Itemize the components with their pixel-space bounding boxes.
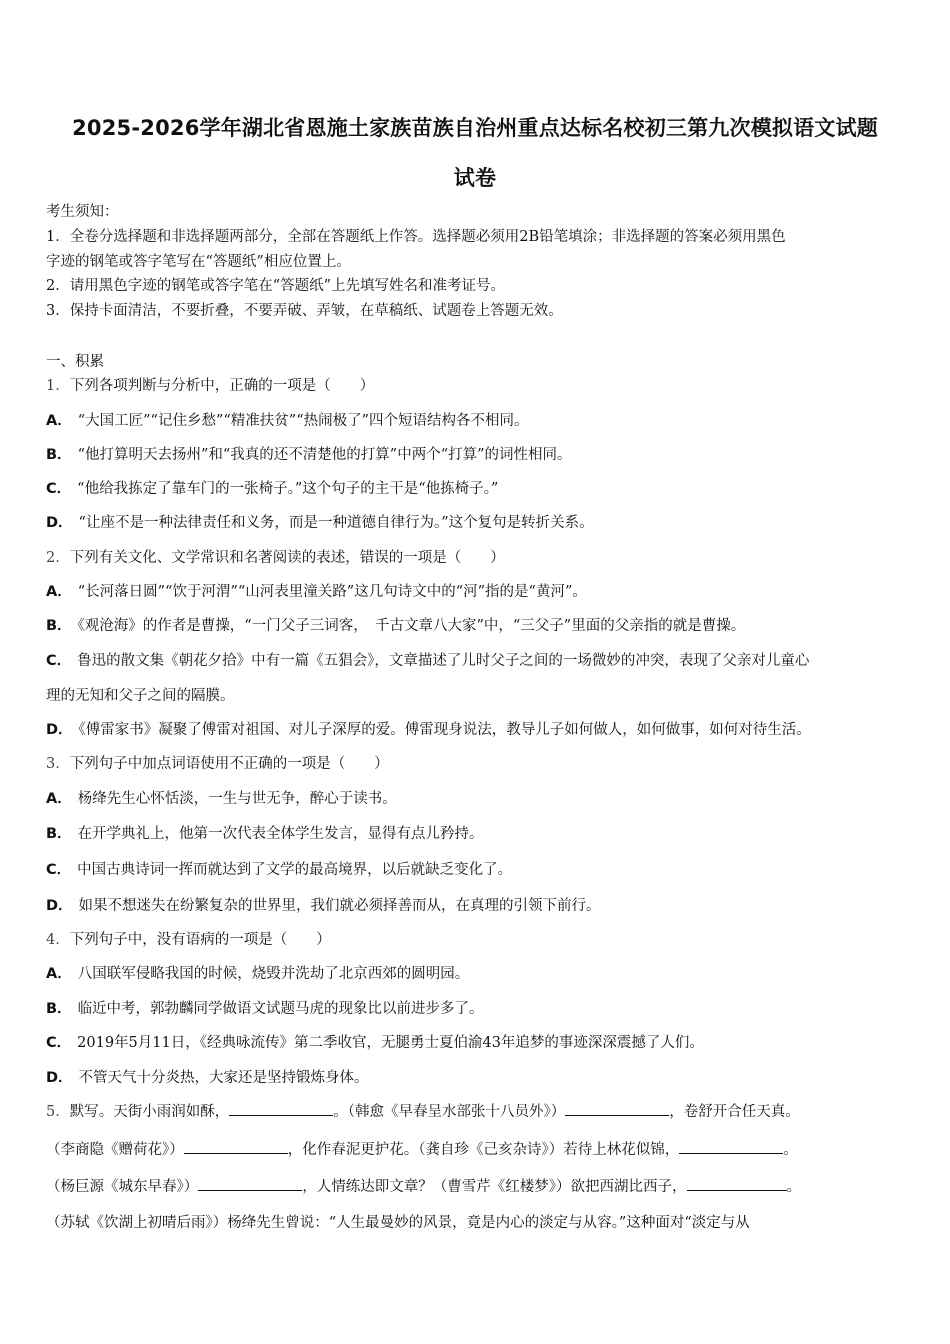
option-text: “长河落日圆”“饮于河渭”“山河表里潼关路”这几句诗文中的“河”指的是“黄河”。 — [77, 584, 587, 600]
dictation-text: （李商隐《赠荷花》） — [46, 1142, 184, 1158]
option-text: 鲁迅的散文集《朝花夕拾》中有一篇《五猖会》，文章描述了儿时父子之间的一场微妙的冲突，表现了父亲对儿童心 — [77, 653, 810, 669]
notice-item-3: 3．保持卡面清洁，不要折叠，不要弄破、弄皱，在草稿纸、试题卷上答题无效。 — [46, 303, 563, 319]
option-label: B． — [46, 1001, 72, 1017]
dictation-text: 。 — [783, 1142, 798, 1158]
option-text: 不管天气十分炎热，大家还是坚持锻炼身体。 — [78, 1070, 369, 1086]
option-text: “让座不是一种法律责任和义务，而是一种道德自律行为。”这个复句是转折关系。 — [78, 515, 594, 531]
question-number: 3． — [46, 756, 70, 772]
question-3-option-d — [46, 896, 601, 916]
option-text: 《傅雷家书》凝聚了傅雷对祖国、对儿子深厚的爱。傅雷现身说法，教导儿子如何做人，如何做事，如何对待生活。 — [78, 722, 811, 738]
option-label: B． — [46, 447, 72, 463]
option-label: C． — [46, 481, 72, 497]
option-text: 2019年5月11日，《经典咏流传》第二季收官，无腿勇士夏伯渝43年追梦的事迹深深震撼了人们。 — [77, 1035, 704, 1051]
answer-blank[interactable] — [565, 1101, 669, 1116]
dictation-text: 。 — [786, 1179, 801, 1195]
option-text: 杨绛先生心怀恬淡，一生与世无争，醉心于读书。 — [77, 791, 397, 807]
option-label: D． — [46, 722, 73, 738]
option-text: “他给我拣定了靠车门的一张椅子。”这个句子的主干是“他拣椅子。” — [77, 481, 499, 497]
answer-blank[interactable] — [679, 1139, 783, 1154]
notice-item-1-line2: 字迹的钢笔或答字笔写在“答题纸”相应位置上。 — [46, 254, 351, 270]
question-5-line4: （苏轼《饮湖上初晴后雨》）杨绛先生曾说：“人生最曼妙的风景，竟是内心的淡定与从容。”这种面对“淡定与从 — [46, 1215, 750, 1231]
option-label: D． — [46, 898, 73, 914]
question-text: 下列句子中加点词语使用不正确的一项是（ ） — [69, 756, 389, 772]
option-text: 临近中考，郭勃麟同学做语文试题马虎的现象比以前进步多了。 — [77, 1001, 484, 1017]
option-label: A． — [46, 966, 72, 982]
question-4-option-a — [46, 964, 469, 984]
section-heading: 一、积累 — [46, 354, 104, 370]
answer-blank[interactable] — [198, 1176, 302, 1191]
question-3-option-c — [46, 860, 512, 880]
question-number: 4． — [46, 932, 70, 948]
option-text: 如果不想迷失在纷繁复杂的世界里，我们就必须择善而从，在真理的引领下前行。 — [78, 898, 601, 914]
option-label: A． — [46, 791, 72, 807]
question-text: 下列各项判断与分析中，正确的一项是（ ） — [69, 378, 375, 394]
question-4-option-b — [46, 999, 484, 1019]
question-1-option-d — [46, 513, 594, 533]
question-4-option-c — [46, 1033, 704, 1053]
question-3-option-a — [46, 789, 397, 809]
question-number: 5． — [46, 1104, 70, 1120]
option-label: A． — [46, 413, 72, 429]
dictation-text: ，人情练达即文章？（曹雪芹《红楼梦》）欲把西湖比西子， — [302, 1179, 687, 1195]
question-4-option-d — [46, 1068, 369, 1088]
option-text: “大国工匠”“记住乡愁”“精准扶贫”“热闹极了”四个短语结构各不相同。 — [77, 413, 529, 429]
question-1-option-a — [46, 411, 529, 431]
notice-item-2: 2．请用黑色字迹的钢笔或答字笔在“答题纸”上先填写姓名和准考证号。 — [46, 278, 506, 294]
dictation-text: 默写。天街小雨润如酥， — [69, 1104, 230, 1120]
question-5-line3 — [46, 1176, 801, 1197]
option-text: 《观沧海》的作者是曹操，“一门父子三词客， 千古文章八大家”中，“三父子”里面的父亲指的就是曹操。 — [77, 618, 746, 634]
option-label: D． — [46, 515, 73, 531]
question-2-stem — [46, 548, 505, 568]
option-text: “他打算明天去扬州”和“我真的还不清楚他的打算”中两个“打算”的词性相同。 — [77, 447, 572, 463]
exam-title-line2: 试卷 — [453, 166, 497, 190]
dictation-text: （杨巨源《城东早春》） — [46, 1179, 199, 1195]
question-1-option-b — [46, 445, 572, 465]
question-3-option-b — [46, 824, 484, 844]
answer-blank[interactable] — [687, 1176, 787, 1191]
notice-item-1-line1: 1．全卷分选择题和非选择题两部分，全部在答题纸上作答。选择题必须用2B铅笔填涂；非选择题的答案必须用黑色 — [46, 229, 786, 245]
question-2-option-a — [46, 582, 587, 602]
option-label: C． — [46, 1035, 72, 1051]
question-1-stem — [46, 376, 374, 396]
option-text: 在开学典礼上，他第一次代表全体学生发言，显得有点儿矜持。 — [77, 826, 484, 842]
question-text: 下列句子中，没有语病的一项是（ ） — [69, 932, 331, 948]
question-2-option-c-continued: 理的无知和父子之间的隔膜。 — [46, 688, 235, 704]
question-5-line2 — [46, 1139, 798, 1160]
option-label: C． — [46, 653, 72, 669]
question-1-option-c — [46, 479, 498, 499]
dictation-text: ，卷舒开合任天真。 — [669, 1104, 800, 1120]
option-label: A． — [46, 584, 72, 600]
answer-blank[interactable] — [229, 1101, 333, 1116]
dictation-text: 。（韩愈《早春呈水部张十八员外》） — [333, 1104, 566, 1120]
question-2-option-c — [46, 651, 809, 671]
exam-title-line1: 2025-2026学年湖北省恩施土家族苗族自治州重点达标名校初三第九次模拟语文试题 — [72, 116, 878, 140]
option-text: 中国古典诗词一挥而就达到了文学的最高境界，以后就缺乏变化了。 — [77, 862, 513, 878]
question-5-line1 — [46, 1101, 800, 1122]
option-label: C． — [46, 862, 72, 878]
question-text: 下列有关文化、文学常识和名著阅读的表述，错误的一项是（ ） — [69, 550, 505, 566]
question-number: 1． — [46, 378, 70, 394]
option-text: 八国联军侵略我国的时候，烧毁并洗劫了北京西郊的圆明园。 — [77, 966, 470, 982]
option-label: B． — [46, 618, 72, 634]
question-2-option-d — [46, 720, 811, 740]
dictation-text: ，化作春泥更护花。（龚自珍《己亥杂诗》）若待上林花似锦， — [287, 1142, 680, 1158]
question-4-stem — [46, 930, 331, 950]
question-2-option-b — [46, 616, 745, 636]
option-label: D． — [46, 1070, 73, 1086]
question-number: 2． — [46, 550, 70, 566]
option-label: B． — [46, 826, 72, 842]
notice-heading: 考生须知： — [46, 204, 119, 220]
question-3-stem — [46, 754, 389, 774]
answer-blank[interactable] — [184, 1139, 288, 1154]
